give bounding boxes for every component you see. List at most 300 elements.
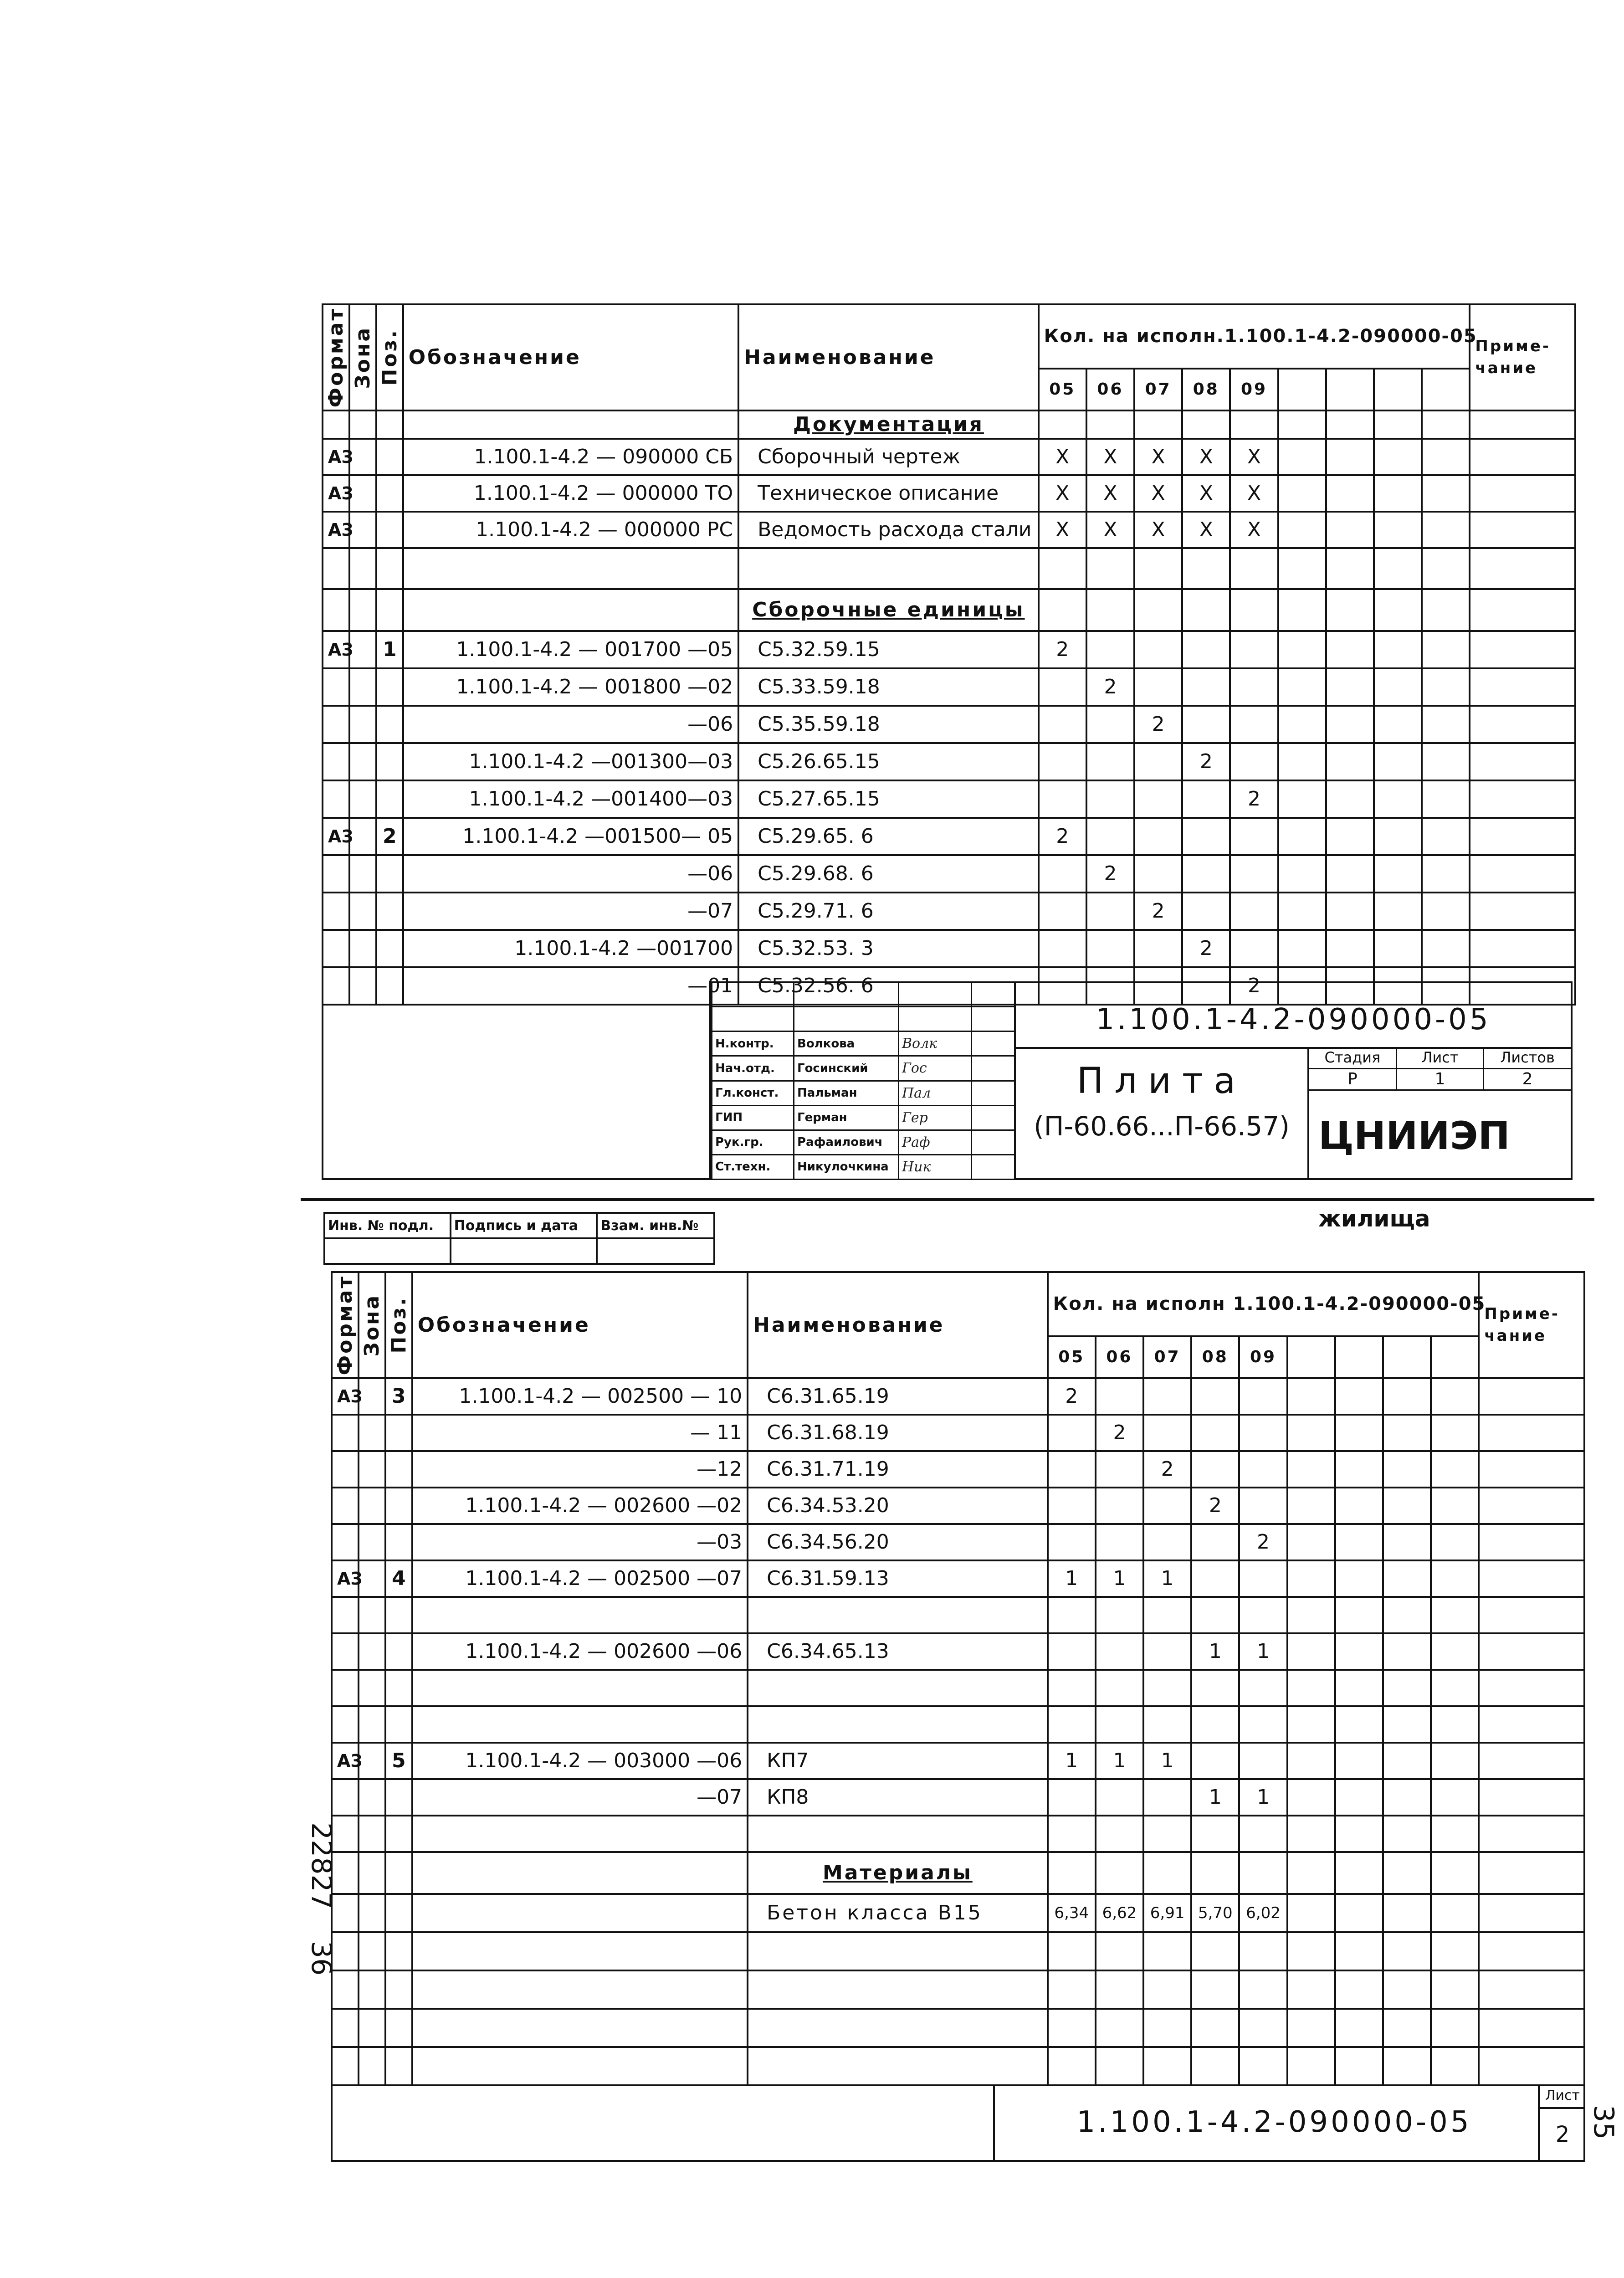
cell-designation: 1.100.1-4.2 — 002500 —07	[412, 1560, 748, 1597]
cell-qty: 2	[1191, 1488, 1239, 1524]
cell-format	[323, 855, 349, 893]
cell-qty	[1096, 1524, 1143, 1560]
cell-qty: X	[1039, 475, 1086, 512]
header-pos: Поз.	[376, 304, 403, 410]
cell-qty	[1134, 780, 1182, 818]
cell-pos: 5	[385, 1743, 412, 1779]
header-zone: Зона	[359, 1272, 385, 1378]
footer-sheet-label: Лист	[1540, 2084, 1585, 2109]
cell-qty	[1039, 855, 1086, 893]
header-note: Приме-чание	[1479, 1272, 1584, 1378]
cell-qty	[1191, 1670, 1239, 1706]
cell-qty: 6,02	[1239, 1894, 1287, 1932]
cell-qty	[1239, 1816, 1287, 1852]
cell-qty: 2	[1039, 631, 1086, 668]
cell-designation: 1.100.1-4.2 — 001700 —05	[403, 631, 738, 668]
header-variant: 08	[1191, 1336, 1239, 1378]
cell-qty	[1230, 930, 1278, 967]
cell-qty: X	[1134, 475, 1182, 512]
signature-person: Госинский	[794, 1056, 899, 1081]
cell-qty	[1039, 893, 1086, 930]
cell-name: С5.32.53. 3	[738, 930, 1039, 967]
cell-zone	[359, 1488, 385, 1524]
header-variant: 08	[1182, 369, 1230, 410]
cell-format: А3	[323, 439, 349, 475]
cell-qty: 2	[1134, 706, 1182, 743]
cell-designation: 1.100.1-4.2 — 000000 ТО	[403, 475, 738, 512]
handwritten-signature: Гер	[899, 1105, 972, 1130]
cell-designation: —06	[403, 855, 738, 893]
cell-pos	[385, 1597, 412, 1633]
cell-qty	[1239, 1451, 1287, 1488]
cell-name: С5.32.56. 6	[738, 967, 1039, 1005]
cell-format	[323, 668, 349, 706]
cell-qty	[1191, 1743, 1239, 1779]
cell-designation: 1.100.1-4.2 —001300—03	[403, 743, 738, 780]
handwritten-signature: Раф	[899, 1130, 972, 1154]
cell-pos: 4	[385, 1560, 412, 1597]
cell-zone	[359, 1524, 385, 1560]
cell-qty: X	[1086, 512, 1134, 548]
cell-qty: 1	[1143, 1743, 1191, 1779]
cell-qty	[1230, 893, 1278, 930]
cell-format: А3	[332, 1743, 359, 1779]
cell-format	[332, 1670, 359, 1706]
cell-qty	[1182, 893, 1230, 930]
cell-qty: 2	[1239, 1524, 1287, 1560]
cell-name: С5.33.59.18	[738, 668, 1039, 706]
cell-qty	[1239, 1743, 1287, 1779]
cell-qty	[1086, 818, 1134, 855]
cell-qty: X	[1182, 512, 1230, 548]
cell-qty	[1182, 818, 1230, 855]
cell-name: С6.34.53.20	[748, 1488, 1048, 1524]
cell-qty: 2	[1134, 893, 1182, 930]
cell-pos	[376, 439, 403, 475]
cell-pos	[385, 1670, 412, 1706]
cell-qty: 1	[1048, 1560, 1096, 1597]
cell-designation: 1.100.1-4.2 — 000000 РС	[403, 512, 738, 548]
sheets-value: 2	[1484, 1068, 1571, 1090]
cell-qty: 2	[1230, 967, 1278, 1005]
cell-qty	[1182, 780, 1230, 818]
spec-table-2	[331, 1271, 1585, 2086]
replacement-inv-label: Взам. инв.№	[597, 1213, 714, 1238]
cell-name: С5.26.65.15	[738, 743, 1039, 780]
signature-role: Гл.конст.	[712, 1081, 794, 1105]
table-row	[323, 589, 1575, 631]
cell-name: Сборочный чертеж	[738, 439, 1039, 475]
cell-qty	[1048, 1597, 1096, 1633]
cell-designation: 1.100.1-4.2 — 003000 —06	[412, 1743, 748, 1779]
cell-qty	[1182, 631, 1230, 668]
table-row	[323, 780, 1575, 818]
table-row	[332, 1524, 1584, 1560]
table-row	[323, 475, 1575, 512]
signature-row	[712, 1081, 1015, 1105]
signature-row	[712, 1130, 1015, 1154]
cell-designation: 1.100.1-4.2 — 090000 СБ	[403, 439, 738, 475]
header-name: Наименование	[748, 1272, 1048, 1378]
signature-role: Н.контр.	[712, 1031, 794, 1056]
cell-qty	[1048, 1451, 1096, 1488]
cell-designation: —01	[403, 967, 738, 1005]
cell-format	[332, 1633, 359, 1670]
cell-pos	[385, 1633, 412, 1670]
cell-designation	[412, 1706, 748, 1743]
cell-pos	[376, 855, 403, 893]
cell-qty	[1096, 1816, 1143, 1852]
table-row	[323, 893, 1575, 930]
cell-designation: — 11	[412, 1415, 748, 1451]
page-number: 35	[1588, 2105, 1619, 2140]
cell-zone	[349, 893, 376, 930]
cell-format	[332, 1488, 359, 1524]
header-name: Наименование	[738, 304, 1039, 410]
cell-name: С6.31.59.13	[748, 1560, 1048, 1597]
cell-format: А3	[323, 475, 349, 512]
table-row	[332, 1415, 1584, 1451]
table-row	[323, 818, 1575, 855]
handwritten-signature: Гос	[899, 1056, 972, 1081]
cell-qty	[1239, 1706, 1287, 1743]
archive-number: 22827	[305, 1822, 337, 1909]
header-variant: 06	[1086, 369, 1134, 410]
cell-designation: 1.100.1-4.2 — 002600 —02	[412, 1488, 748, 1524]
header-variant: 06	[1096, 1336, 1143, 1378]
cell-pos: 1	[376, 631, 403, 668]
cell-zone	[359, 1670, 385, 1706]
cell-zone	[359, 1597, 385, 1633]
cell-designation: 1.100.1-4.2 — 002500 — 10	[412, 1378, 748, 1415]
cell-qty	[1191, 1378, 1239, 1415]
cell-qty	[1086, 743, 1134, 780]
cell-designation: —06	[403, 706, 738, 743]
cell-qty	[1191, 1816, 1239, 1852]
cell-qty: 2	[1039, 818, 1086, 855]
cell-qty	[1230, 855, 1278, 893]
cell-qty: 2	[1086, 855, 1134, 893]
cell-qty	[1143, 1670, 1191, 1706]
cell-qty	[1039, 930, 1086, 967]
cell-pos	[376, 475, 403, 512]
cell-designation: 1.100.1-4.2 —001500— 05	[403, 818, 738, 855]
table-row	[323, 930, 1575, 967]
cell-designation: 1.100.1-4.2 —001700	[403, 930, 738, 967]
signature-person: Герман	[794, 1105, 899, 1130]
cell-zone	[349, 743, 376, 780]
cell-qty	[1191, 1451, 1239, 1488]
cell-qty: X	[1039, 439, 1086, 475]
cell-qty: 1	[1048, 1743, 1096, 1779]
cell-name: С5.32.59.15	[738, 631, 1039, 668]
cell-qty	[1086, 893, 1134, 930]
table-row	[332, 1970, 1584, 2009]
cell-pos	[385, 1779, 412, 1816]
cell-qty: X	[1134, 439, 1182, 475]
cell-name: С5.29.68. 6	[738, 855, 1039, 893]
organization-sub: жилища	[1318, 1206, 1430, 1232]
cell-format	[332, 1597, 359, 1633]
cell-qty	[1239, 1670, 1287, 1706]
cell-qty	[1143, 1378, 1191, 1415]
cell-zone	[349, 780, 376, 818]
signature-role: Рук.гр.	[712, 1130, 794, 1154]
cell-designation: —07	[403, 893, 738, 930]
section-assemblies: Сборочные единицы	[738, 589, 1039, 631]
cell-name: С6.31.65.19	[748, 1378, 1048, 1415]
cell-qty	[1086, 631, 1134, 668]
cell-qty	[1239, 1597, 1287, 1633]
organization-name	[1318, 1097, 1571, 1232]
cell-zone	[359, 1706, 385, 1743]
cell-qty	[1096, 1488, 1143, 1524]
cell-zone	[359, 1451, 385, 1488]
header-variant: 09	[1230, 369, 1278, 410]
cell-format	[323, 780, 349, 818]
cell-format	[323, 743, 349, 780]
cell-qty	[1134, 631, 1182, 668]
cell-pos	[376, 893, 403, 930]
table-row	[332, 1932, 1584, 1970]
sheet-divider	[301, 1198, 1594, 1201]
cell-qty: X	[1182, 475, 1230, 512]
footer-block	[331, 2084, 1585, 2162]
signature-role: Нач.отд.	[712, 1056, 794, 1081]
cell-pos	[376, 780, 403, 818]
cell-qty	[1048, 1633, 1096, 1670]
signature-person: Никулочкина	[794, 1154, 899, 1179]
spec-table-1	[322, 303, 1576, 1006]
cell-qty: X	[1230, 475, 1278, 512]
cell-name: С6.31.68.19	[748, 1415, 1048, 1451]
cell-qty	[1039, 706, 1086, 743]
cell-format: А3	[323, 631, 349, 668]
cell-format: А3	[323, 512, 349, 548]
cell-qty	[1191, 1524, 1239, 1560]
table-row	[332, 1706, 1584, 1743]
cell-designation: —12	[412, 1451, 748, 1488]
cell-qty: 2	[1182, 743, 1230, 780]
cell-qty: 1	[1143, 1560, 1191, 1597]
cell-qty	[1230, 631, 1278, 668]
cell-qty	[1143, 1816, 1191, 1852]
table-row	[332, 1670, 1584, 1706]
cell-name	[748, 1597, 1048, 1633]
handwritten-signature: Волк	[899, 1031, 972, 1056]
table-row	[332, 1743, 1584, 1779]
cell-qty: X	[1039, 512, 1086, 548]
cell-name: С5.35.59.18	[738, 706, 1039, 743]
cell-pos: 2	[376, 818, 403, 855]
cell-qty	[1039, 668, 1086, 706]
cell-qty	[1134, 930, 1182, 967]
cell-pos	[376, 706, 403, 743]
cell-name: С5.29.65. 6	[738, 818, 1039, 855]
cell-qty	[1182, 706, 1230, 743]
organization-main: ЦНИИЭП	[1318, 1113, 1510, 1158]
cell-qty: 2	[1230, 780, 1278, 818]
table-row	[332, 2009, 1584, 2047]
cell-qty	[1239, 1560, 1287, 1597]
handwritten-signature: Пал	[899, 1081, 972, 1105]
cell-qty	[1048, 1706, 1096, 1743]
cell-qty	[1048, 1415, 1096, 1451]
cell-qty: 2	[1096, 1415, 1143, 1451]
cell-qty	[1096, 1706, 1143, 1743]
cell-qty	[1134, 743, 1182, 780]
cell-designation: —03	[412, 1524, 748, 1560]
cell-name: С5.27.65.15	[738, 780, 1039, 818]
cell-qty	[1096, 1451, 1143, 1488]
cell-designation: 1.100.1-4.2 — 002600 —06	[412, 1633, 748, 1670]
cell-qty	[1239, 1378, 1287, 1415]
cell-qty	[1096, 1378, 1143, 1415]
cell-qty: X	[1086, 439, 1134, 475]
table-row	[332, 2047, 1584, 2085]
cell-qty	[1191, 1706, 1239, 1743]
cell-qty: 1	[1191, 1779, 1239, 1816]
table-row	[332, 1560, 1584, 1597]
cell-designation: 1.100.1-4.2 —001400—03	[403, 780, 738, 818]
cell-qty: X	[1134, 512, 1182, 548]
cell-qty	[1191, 1597, 1239, 1633]
cell-format: А3	[332, 1560, 359, 1597]
stage-label: Стадия	[1309, 1047, 1396, 1068]
table-row	[332, 1597, 1584, 1633]
cell-qty: 6,34	[1048, 1894, 1096, 1932]
table-row	[332, 1378, 1584, 1415]
cell-zone	[349, 855, 376, 893]
cell-qty	[1086, 706, 1134, 743]
cell-qty: 6,62	[1096, 1894, 1143, 1932]
signature-date-label: Подпись и дата	[451, 1213, 597, 1238]
cell-name: КП8	[748, 1779, 1048, 1816]
stage-value: Р	[1309, 1068, 1396, 1090]
table-row	[332, 1852, 1584, 1894]
cell-format: А3	[332, 1378, 359, 1415]
footer-document-code: 1.100.1-4.2-090000-05	[1076, 2105, 1472, 2139]
sheet-value: 1	[1396, 1068, 1483, 1090]
cell-qty: 2	[1048, 1378, 1096, 1415]
header-designation: Обозначение	[412, 1272, 748, 1378]
cell-format	[332, 1779, 359, 1816]
cell-qty: 2	[1143, 1451, 1191, 1488]
cell-name	[748, 1706, 1048, 1743]
cell-qty	[1096, 1597, 1143, 1633]
footer-sheet-number: 2	[1555, 2122, 1570, 2147]
cell-qty	[1134, 818, 1182, 855]
header-variant: 07	[1134, 369, 1182, 410]
cell-qty: 2	[1086, 668, 1134, 706]
cell-qty	[1182, 668, 1230, 706]
signatures-block	[711, 981, 1014, 1180]
signature-person: Пальман	[794, 1081, 899, 1105]
cell-format: А3	[323, 818, 349, 855]
cell-name	[748, 1670, 1048, 1706]
cell-qty: X	[1230, 439, 1278, 475]
signature-row	[712, 1154, 1015, 1179]
cell-qty	[1048, 1779, 1096, 1816]
cell-qty	[1039, 780, 1086, 818]
cell-qty	[1039, 743, 1086, 780]
cell-qty	[1143, 1706, 1191, 1743]
document-subtitle: (П-60.66...П-66.57)	[1034, 1111, 1290, 1142]
table-row	[332, 1488, 1584, 1524]
header-note: Приме-чание	[1470, 304, 1575, 410]
cell-pos: 3	[385, 1378, 412, 1415]
cell-qty	[1230, 668, 1278, 706]
cell-zone	[349, 706, 376, 743]
cell-designation	[412, 1670, 748, 1706]
signature-row	[712, 1105, 1015, 1130]
signature-row	[712, 1056, 1015, 1081]
cell-pos	[385, 1816, 412, 1852]
cell-format	[332, 1415, 359, 1451]
cell-qty	[1143, 1488, 1191, 1524]
cell-qty	[1230, 743, 1278, 780]
cell-qty	[1143, 1415, 1191, 1451]
sheets-label: Листов	[1484, 1047, 1571, 1068]
cell-zone	[359, 1816, 385, 1852]
cell-qty: 5,70	[1191, 1894, 1239, 1932]
cell-zone	[359, 1415, 385, 1451]
cell-format	[323, 930, 349, 967]
cell-name: КП7	[748, 1743, 1048, 1779]
cell-pos	[376, 512, 403, 548]
cell-name	[748, 1816, 1048, 1852]
cell-qty	[1096, 1633, 1143, 1670]
cell-zone	[359, 1779, 385, 1816]
cell-name: С6.34.65.13	[748, 1633, 1048, 1670]
cell-qty: 6,91	[1143, 1894, 1191, 1932]
cell-qty	[1230, 818, 1278, 855]
document-title: Плита	[1076, 1061, 1247, 1102]
signature-row	[712, 1031, 1015, 1056]
inventory-stamp	[323, 1212, 715, 1265]
cell-pos	[385, 1524, 412, 1560]
cell-pos	[385, 1415, 412, 1451]
cell-name: Техническое описание	[738, 475, 1039, 512]
cell-qty	[1096, 1670, 1143, 1706]
table-row	[323, 668, 1575, 706]
archive-page: 36	[305, 1941, 337, 1976]
cell-pos	[376, 930, 403, 967]
title-area	[1014, 981, 1573, 1232]
section-documentation: Документация	[738, 410, 1039, 439]
header-qty: Кол. на исполн.1.100.1-4.2-090000-05	[1039, 304, 1470, 369]
cell-format	[332, 1451, 359, 1488]
table-row	[332, 1779, 1584, 1816]
header-pos: Поз.	[385, 1272, 412, 1378]
table-row	[323, 439, 1575, 475]
header-variant: 09	[1239, 1336, 1287, 1378]
table-row	[323, 548, 1575, 589]
cell-qty	[1143, 1779, 1191, 1816]
table-row	[323, 743, 1575, 780]
cell-pos	[385, 1451, 412, 1488]
table-row	[332, 1451, 1584, 1488]
cell-qty	[1191, 1560, 1239, 1597]
cell-pos	[376, 668, 403, 706]
cell-qty	[1143, 1597, 1191, 1633]
cell-designation	[412, 1597, 748, 1633]
table-row	[323, 855, 1575, 893]
cell-qty	[1048, 1670, 1096, 1706]
cell-qty: 1	[1239, 1779, 1287, 1816]
cell-qty	[1086, 930, 1134, 967]
cell-designation: —07	[412, 1779, 748, 1816]
